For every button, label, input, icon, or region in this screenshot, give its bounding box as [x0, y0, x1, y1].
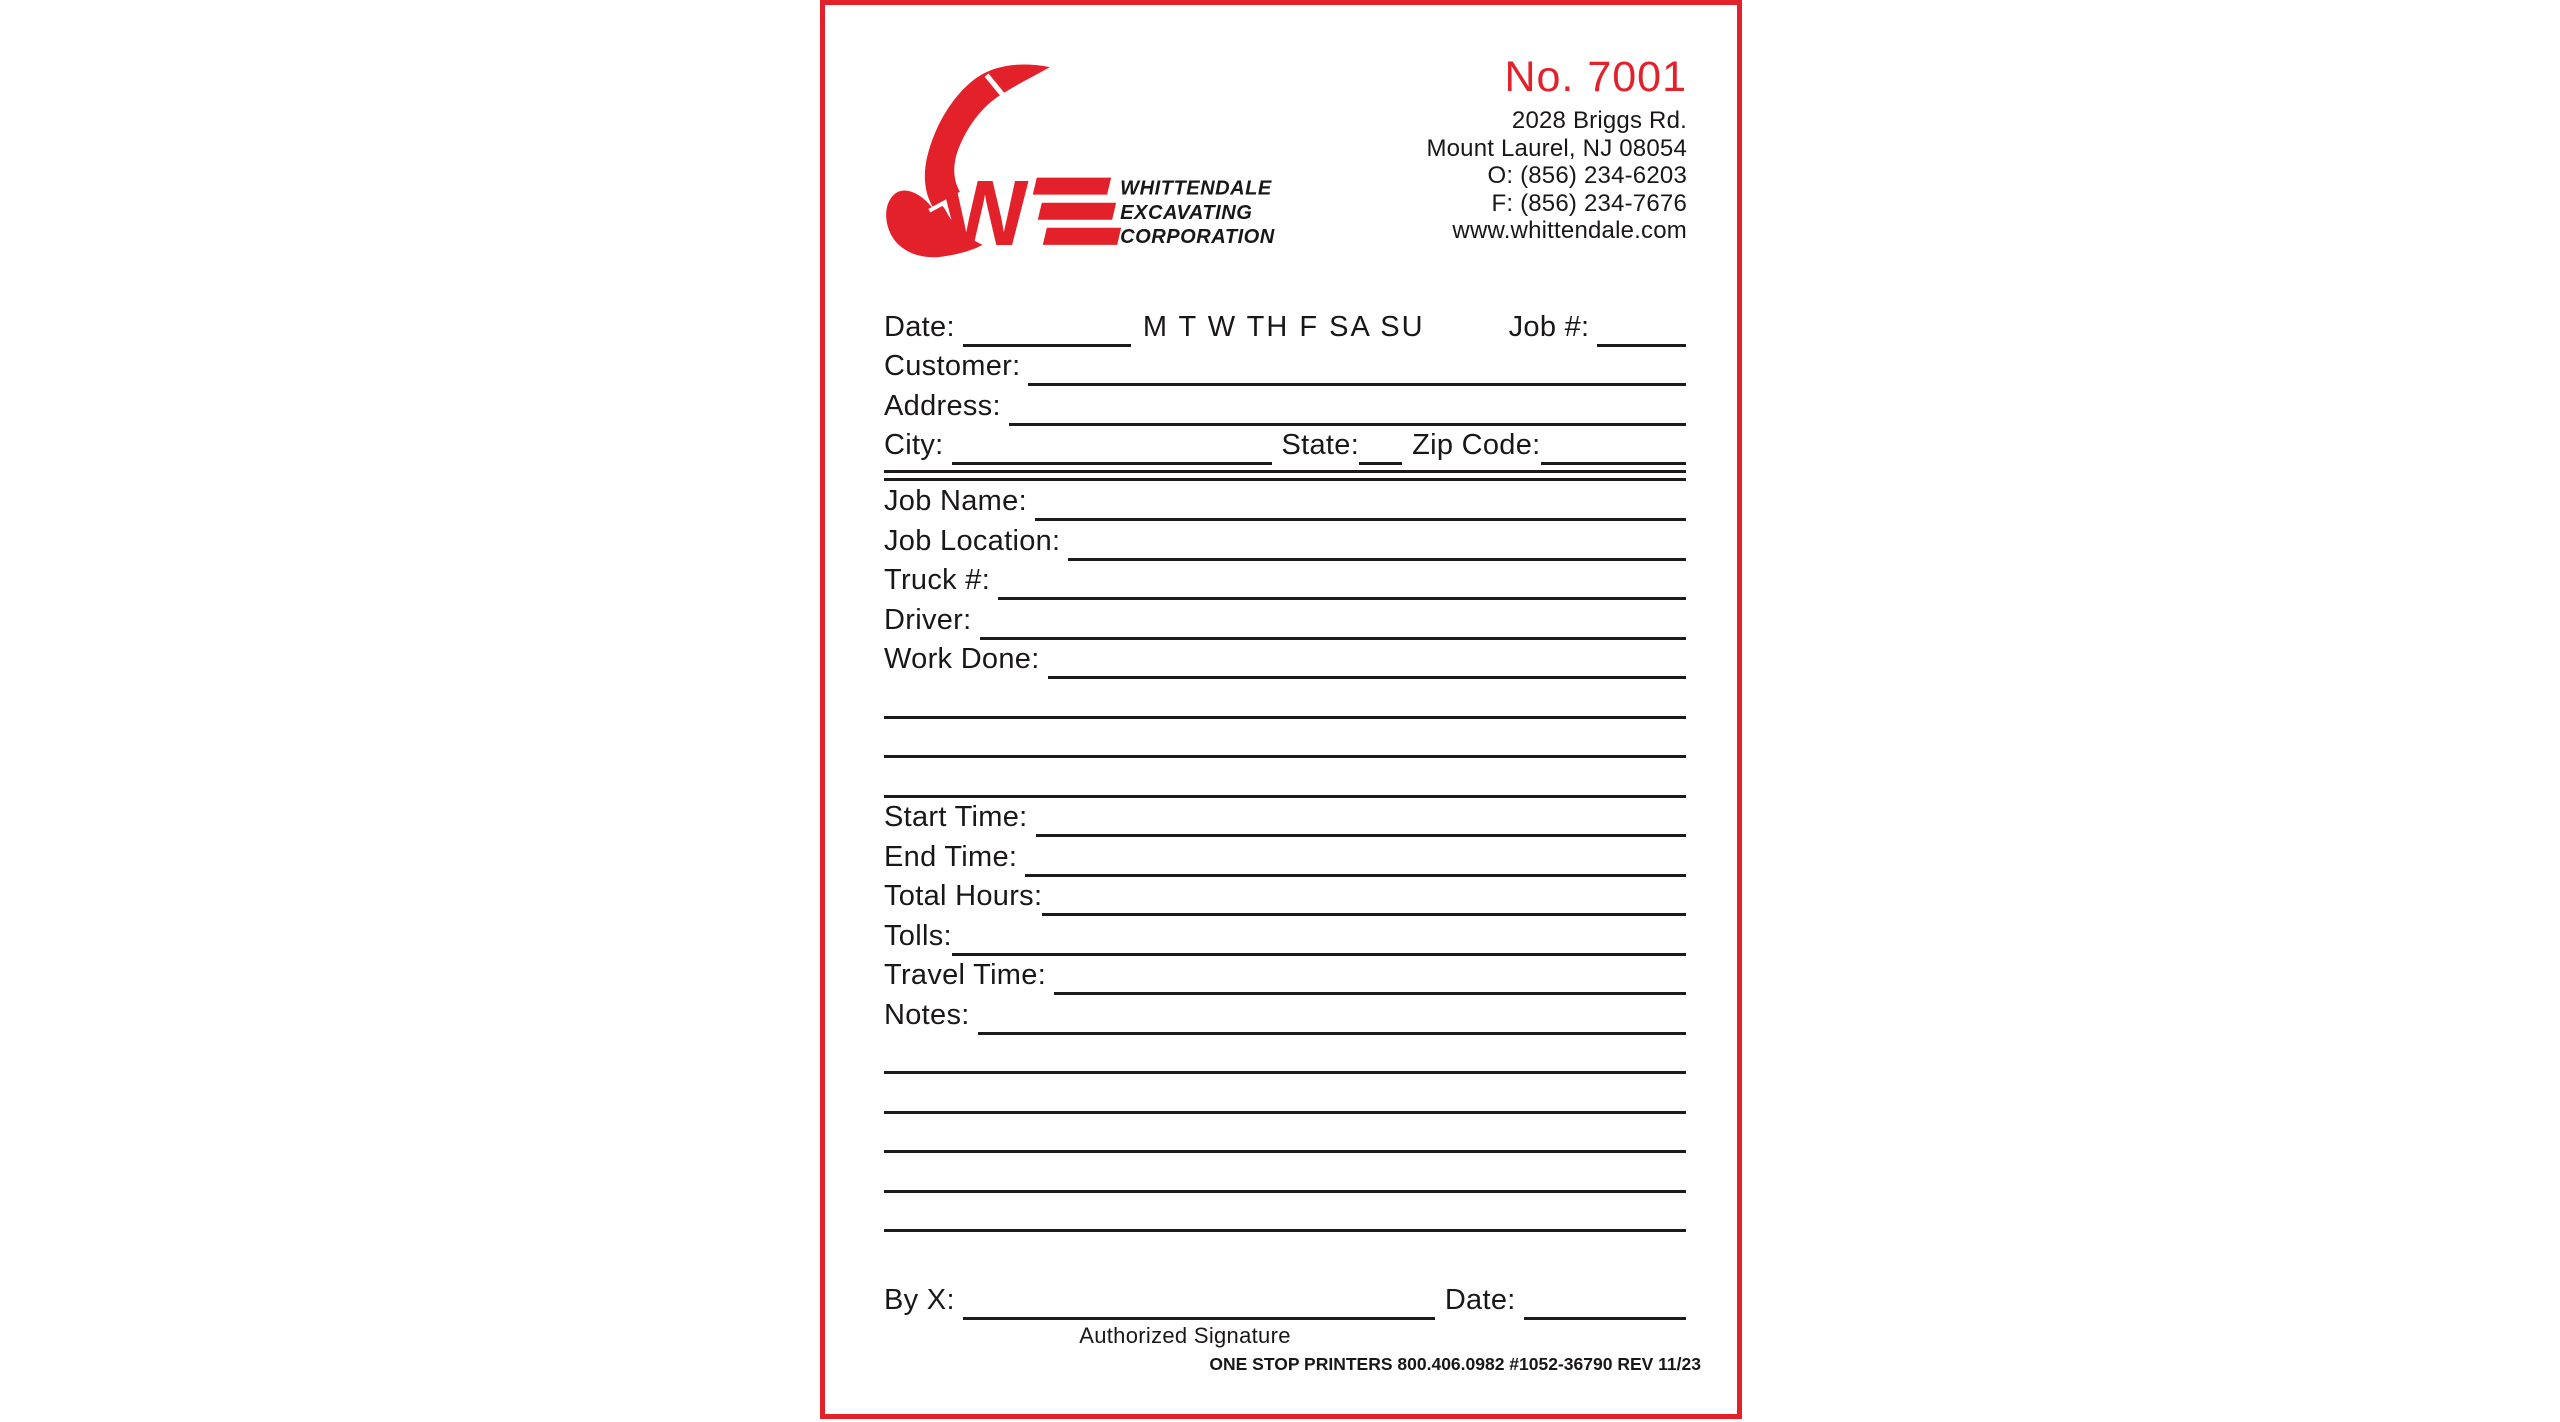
weekdays-label: M T W TH F SA SU: [1142, 310, 1425, 343]
notes-line: [978, 1032, 1686, 1035]
address-street: 2028 Briggs Rd.: [1511, 107, 1687, 134]
address-fax: F: (856) 234-7676: [1491, 189, 1687, 217]
signature-date-line: [1524, 1317, 1686, 1320]
signature-row: [884, 1280, 1686, 1320]
blank-writing-row: [884, 1035, 1686, 1075]
address-office-phone: O: (856) 234-6203: [1487, 162, 1687, 189]
logo-letter-w: W: [941, 160, 1029, 265]
truck-line: [998, 597, 1686, 600]
zip-line: [1541, 462, 1686, 465]
blank-writing-line: [884, 1190, 1686, 1193]
zip-label: Zip Code:: [1412, 429, 1541, 461]
work-order-form: [820, 0, 1742, 1419]
tolls-label: Tolls:: [884, 919, 952, 952]
form-fields: [884, 307, 1686, 1320]
blank-writing-line: [884, 1111, 1686, 1114]
job-location-label: Job Location:: [884, 524, 1061, 557]
authorized-signature-line: [963, 1317, 1435, 1320]
blank-writing-line: [884, 1150, 1686, 1153]
blank-writing-line: [884, 795, 1686, 798]
blank-writing-row: [884, 1074, 1686, 1114]
city-line: [952, 462, 1272, 465]
blank-writing-line: [884, 755, 1686, 758]
tolls-line: [952, 953, 1686, 956]
field-row-start-time: [884, 798, 1686, 838]
section-divider: [884, 470, 1686, 481]
customer-label: Customer:: [884, 350, 1021, 382]
logo-letter-e-bars: [1033, 178, 1121, 245]
blank-writing-row: [884, 1193, 1686, 1233]
company-logo: [883, 53, 1285, 269]
customer-line: [1028, 383, 1686, 386]
address-website: www.whittendale.com: [1452, 217, 1687, 244]
blank-writing-line: [884, 1229, 1686, 1232]
blank-writing-row: [884, 1153, 1686, 1193]
blank-writing-row: [884, 679, 1686, 719]
field-row-city-state-zip: [884, 426, 1686, 466]
address-label: Address:: [884, 389, 1001, 422]
field-row-job-location: [884, 521, 1686, 561]
field-row-driver: [884, 600, 1686, 640]
field-row-tolls: [884, 916, 1686, 956]
logo-company-line-1: WHITTENDALE: [1120, 177, 1272, 200]
work-done-label: Work Done:: [884, 643, 1040, 675]
logo-company-line-2: EXCAVATING: [1120, 201, 1253, 224]
job-location-line: [1068, 558, 1686, 561]
printer-info: ONE STOP PRINTERS 800.406.0982 #1052-36790 REV 11/23: [1209, 1354, 1701, 1374]
date-line: [963, 344, 1131, 347]
address-city: Mount Laurel, NJ 08054: [1426, 134, 1687, 162]
field-row-total-hours: [884, 877, 1686, 917]
driver-line: [980, 637, 1687, 640]
state-line: [1359, 462, 1402, 465]
by-x-label: By X:: [884, 1284, 955, 1316]
field-row-address: [884, 386, 1686, 426]
logo-company-line-3: CORPORATION: [1120, 225, 1275, 248]
city-label: City:: [884, 429, 944, 461]
company-address-block: [1426, 107, 1687, 245]
blank-writing-line: [884, 1071, 1686, 1074]
authorized-signature-caption: Authorized Signature: [1079, 1323, 1291, 1348]
notes-label: Notes:: [884, 998, 970, 1031]
job-number-label: Job #:: [1508, 310, 1590, 343]
total-hours-label: Total Hours:: [884, 880, 1043, 912]
job-number-line: [1597, 344, 1686, 347]
work-done-line: [1048, 676, 1686, 679]
end-time-label: End Time:: [884, 840, 1018, 873]
field-row-customer: [884, 347, 1686, 387]
field-row-job-name: [884, 482, 1686, 522]
blank-writing-line: [884, 716, 1686, 719]
start-time-line: [1036, 834, 1687, 837]
total-hours-line: [1042, 913, 1686, 916]
job-name-line: [1035, 518, 1686, 521]
field-row-date: [884, 307, 1686, 347]
state-label: State:: [1281, 429, 1360, 461]
signature-date-label: Date:: [1444, 1284, 1516, 1316]
end-time-line: [1025, 874, 1686, 877]
field-row-truck: [884, 561, 1686, 601]
blank-writing-row: [884, 758, 1686, 798]
driver-label: Driver:: [884, 603, 972, 636]
address-line: [1009, 423, 1686, 426]
start-time-label: Start Time:: [884, 801, 1028, 833]
blank-writing-row: [884, 719, 1686, 759]
date-label: Date:: [884, 310, 955, 343]
job-name-label: Job Name:: [884, 485, 1027, 517]
truck-label: Truck #:: [884, 564, 991, 596]
field-row-work-done: [884, 640, 1686, 680]
travel-time-label: Travel Time:: [884, 959, 1047, 991]
blank-writing-row: [884, 1114, 1686, 1154]
field-row-travel-time: [884, 956, 1686, 996]
form-number: No. 7001: [1504, 53, 1687, 101]
field-row-notes: [884, 995, 1686, 1035]
field-row-end-time: [884, 837, 1686, 877]
travel-time-line: [1054, 992, 1686, 995]
